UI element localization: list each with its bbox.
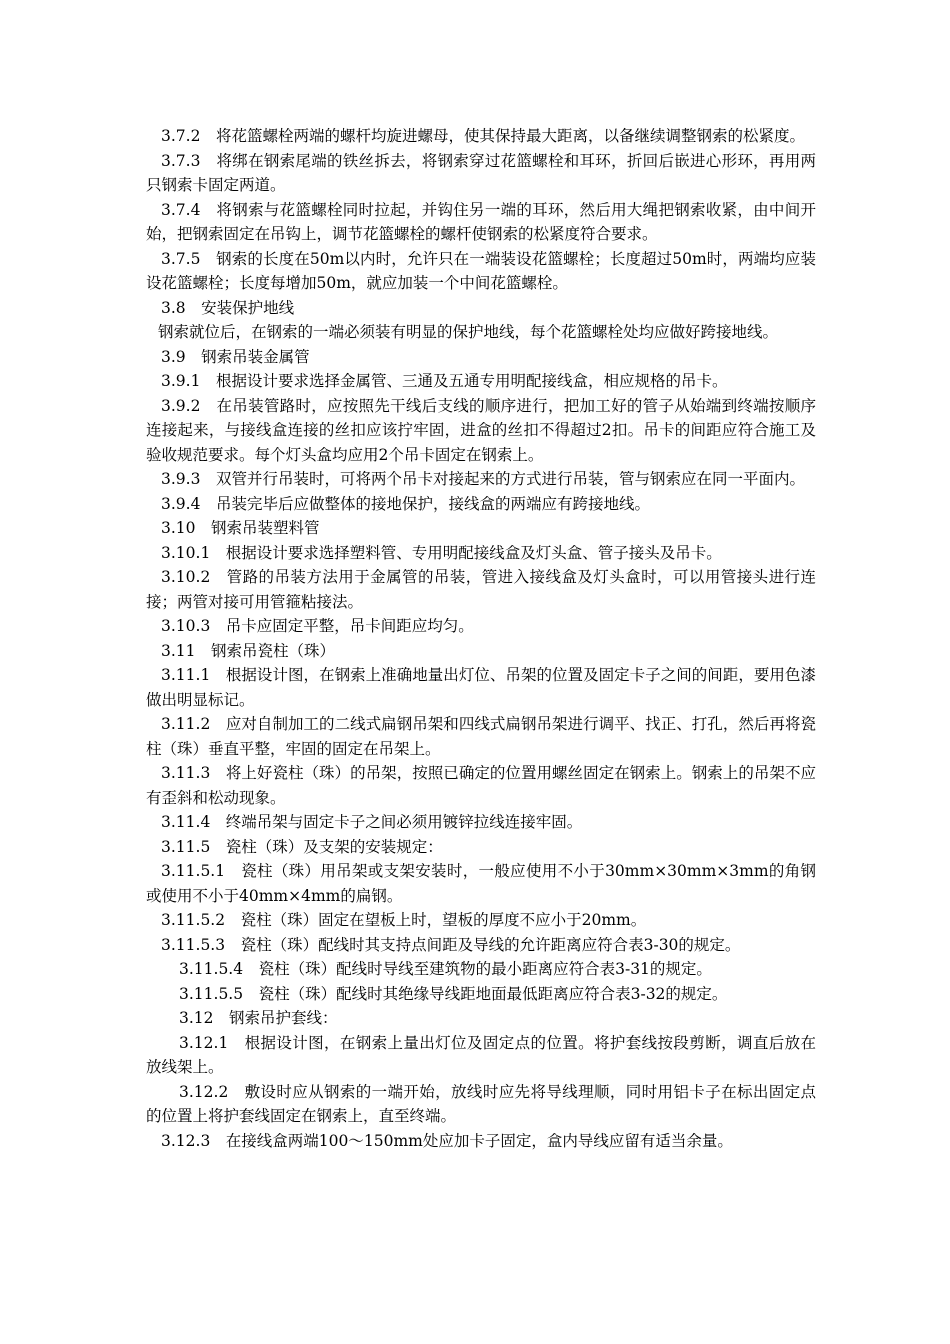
section-heading: 3.10 钢索吊装塑料管 — [161, 519, 320, 537]
paragraph: 3.11.1 根据设计图，在钢索上准确地量出灯位、吊架的位置及固定卡子之间的间距，要用色漆做出明显标记。 — [146, 666, 816, 709]
paragraph: 3.11.2 应对自制加工的二线式扁钢吊架和四线式扁钢吊架进行调平、找正、打孔，然后再将瓷柱（珠）垂直平整，牢固的固定在吊架上。 — [146, 715, 816, 758]
paragraph: 3.9.2 在吊装管路时，应按照先干线后支线的顺序进行，把加工好的管子从始端到终端按顺序连接起来，与接线盒连接的丝扣应该拧牢固，进盒的丝扣不得超过2扣。吊卡的间距应符合施工及验收规范要求。每个灯头盒均应用2个吊卡固定在钢索上。 — [146, 396, 816, 464]
paragraph: 3.9.4 吊装完毕后应做整体的接地保护，接线盒的两端应有跨接地线。 — [161, 494, 650, 513]
paragraph: 钢索就位后，在钢索的一端必须装有明显的保护地线，每个花篮螺栓处均应做好跨接地线。 — [158, 323, 779, 341]
section-heading: 3.9 钢索吊装金属管 — [161, 347, 310, 366]
paragraph: 3.11.5.4 瓷柱（珠）配线时导线至建筑物的最小距离应符合表3-31的规定。 — [179, 960, 712, 978]
paragraph: 3.10.2 管路的吊装方法用于金属管的吊装，管进入接线盒及灯头盒时，可以用管接头进行连接；两管对接可用管箍粘接法。 — [146, 568, 816, 611]
paragraph: 3.11.5 瓷柱（珠）及支架的安装规定： — [161, 837, 443, 856]
paragraph: 3.12.3 在接线盒两端100～150mm处应加卡子固定，盒内导线应留有适当余量。 — [161, 1131, 733, 1150]
paragraph: 3.10.3 吊卡应固定平整，吊卡间距应均匀。 — [161, 617, 474, 635]
paragraph: 3.11.5.3 瓷柱（珠）配线时其支持点间距及导线的允许距离应符合表3-30的规定。 — [161, 935, 741, 954]
paragraph: 3.12.1 根据设计图，在钢索上量出灯位及固定点的位置。将护套线按段剪断，调直后放在放线架上。 — [146, 1033, 816, 1076]
paragraph: 3.7.3 将绑在钢索尾端的铁丝拆去，将钢索穿过花篮螺栓和耳环，折回后嵌进心形环，再用两只钢索卡固定两道。 — [146, 151, 816, 194]
paragraph: 3.11.3 将上好瓷柱（珠）的吊架，按照已确定的位置用螺丝固定在钢索上。钢索上的吊架不应有歪斜和松动现象。 — [146, 764, 816, 807]
section-heading: 3.12 钢索吊护套线： — [179, 1009, 338, 1027]
paragraph: 3.7.2 将花篮螺栓两端的螺杆均旋进螺母，使其保持最大距离，以备继续调整钢索的松紧度。 — [161, 127, 805, 145]
paragraph: 3.11.4 终端吊架与固定卡子之间必须用镀锌拉线连接牢固。 — [161, 813, 583, 831]
paragraph: 3.7.5 钢索的长度在50m以内时，允许只在一端装设花篮螺栓；长度超过50m时，两端均应装设花篮螺栓；长度每增加50m，就应加装一个中间花篮螺栓。 — [146, 249, 816, 292]
paragraph: 3.9.1 根据设计要求选择金属管、三通及五通专用明配接线盒，相应规格的吊卡。 — [161, 372, 728, 390]
paragraph: 3.12.2 敷设时应从钢索的一端开始，放线时应先将导线理顺，同时用铝卡子在标出固定点的位置上将护套线固定在钢索上，直至终端。 — [146, 1082, 816, 1125]
paragraph: 3.10.1 根据设计要求选择塑料管、专用明配接线盒及灯头盒、管子接头及吊卡。 — [161, 543, 722, 562]
paragraph: 3.7.4 将钢索与花篮螺栓同时拉起，并钩住另一端的耳环，然后用大绳把钢索收紧，由中间开始，把钢索固定在吊钩上，调节花篮螺栓的螺杆使钢索的松紧度符合要求。 — [146, 200, 816, 243]
paragraph: 3.11.5.2 瓷柱（珠）固定在望板上时，望板的厚度不应小于20mm。 — [161, 911, 647, 929]
document-page — [146, 124, 816, 1153]
paragraph: 3.11.5.1 瓷柱（珠）用吊架或支架安装时，一般应使用不小于30mm×30mm×3mm的角钢或使用不小于40mm×4mm的扁钢。 — [146, 862, 816, 905]
section-heading: 3.8 安装保护地线 — [161, 298, 295, 317]
paragraph: 3.11.5.5 瓷柱（珠）配线时其绝缘导线距地面最低距离应符合表3-32的规定。 — [179, 984, 728, 1003]
section-heading: 3.11 钢索吊瓷柱（珠） — [161, 641, 336, 660]
paragraph: 3.9.3 双管并行吊装时，可将两个吊卡对接起来的方式进行吊装，管与钢索应在同一平面内。 — [161, 470, 805, 488]
